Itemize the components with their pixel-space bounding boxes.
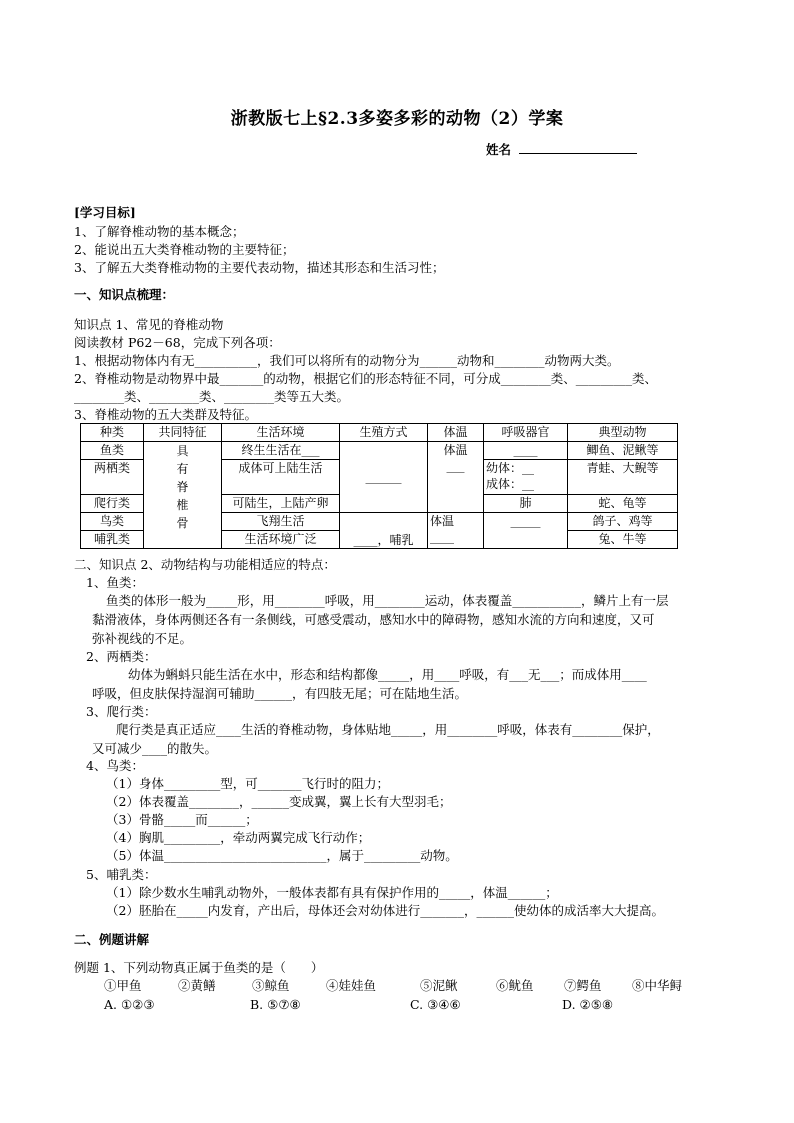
reptile-text-1: 爬行类是真正适应____生活的脊椎动物，身体贴地_____，用________呼吸，体表有________保护， [116, 722, 660, 737]
point1-title: 知识点 1、常见的脊椎动物 [74, 317, 224, 332]
bird-item: （4）胸肌_________，牵动两翼完成飞行动作； [106, 830, 371, 845]
table-cell-animals: 兔、牛等 [568, 531, 678, 549]
table-cell-repro-lower: ____，哺乳 [340, 513, 428, 549]
option-item: ⑤泥鳅 [420, 978, 458, 993]
fish-text-1: 鱼类的体形一般为_____形，用________呼吸，用________运动，体表覆盖___________，鳞片上有一层 [106, 593, 669, 608]
table-cell-common-trait [144, 442, 222, 549]
table-header: 生殖方式 [340, 424, 428, 442]
example1-question: 例题 1、下列动物真正属于鱼类的是（ ） [74, 960, 324, 975]
option-item: ⑦鳄鱼 [564, 978, 602, 993]
option-item: ③鲸鱼 [252, 978, 290, 993]
table-cell-breath: ____ [484, 442, 568, 460]
choice-a: A. ①②③ [104, 997, 155, 1012]
table-header: 典型动物 [568, 424, 678, 442]
bird-item: （1）身体_________型，可_______飞行时的阻力； [106, 776, 389, 791]
temp-label: 体温 [430, 514, 455, 528]
table-cell-animals: 青蛙、大鲵等 [568, 460, 678, 495]
table-cell-kind: 鸟类 [81, 513, 144, 531]
table-cell-env: 生活环境广泛 [222, 531, 340, 549]
bird-heading: 4、鸟类： [86, 758, 144, 773]
table-cell-kind: 爬行类 [81, 495, 144, 513]
option-item: ②黄鳝 [178, 978, 216, 993]
name-label: 姓名 [486, 142, 512, 157]
example1-options [104, 977, 682, 994]
common-trait-char: 椎 [176, 498, 189, 512]
objective-item: 1、了解脊椎动物的基本概念； [74, 224, 245, 239]
table-cell-animals: 鲫鱼、泥鳅等 [568, 442, 678, 460]
table-cell-temp-upper [428, 442, 484, 513]
table-cell-kind: 鱼类 [81, 442, 144, 460]
table-cell-kind: 两栖类 [81, 460, 144, 495]
option-item: ①甲鱼 [104, 978, 142, 993]
bird-item: （2）体表覆盖________，______变成翼，翼上长有大型羽毛； [106, 794, 452, 809]
table-cell-breath: _____ [484, 513, 568, 549]
table-cell-env: 终生生活在___ [222, 442, 340, 460]
choice-d: D. ②⑤⑧ [562, 997, 614, 1012]
table-cell-animals: 鸽子、鸡等 [568, 513, 678, 531]
common-trait-char: 有 [176, 462, 189, 476]
table-cell-env: 飞翔生活 [222, 513, 340, 531]
objective-item: 2、能说出五大类脊椎动物的主要特征； [74, 242, 295, 257]
common-trait-char: 骨 [176, 516, 189, 530]
choice-b: B. ⑤⑦⑧ [250, 997, 301, 1012]
bird-item: （5）体温__________________________，属于_________动物。 [106, 848, 458, 863]
page-title: 浙教版七上§2.3多姿多彩的动物（2）学案 [230, 109, 564, 129]
table-cell-kind: 哺乳类 [81, 531, 144, 549]
amphibian-text-1: 幼体为蝌蚪只能生活在水中，形态和结构都像_____，用____呼吸，有___无___；而成体用____ [128, 667, 647, 682]
example1-choices [104, 996, 613, 1013]
option-item: ⑧中华鲟 [632, 978, 683, 993]
table-header: 共同特征 [144, 424, 222, 442]
section1-heading: 一、知识点梳理： [74, 287, 175, 302]
choice-c: C. ③④⑥ [410, 997, 461, 1012]
table-cell-breath: 肺 [484, 495, 568, 513]
fish-heading: 1、鱼类： [86, 575, 144, 590]
table-cell-env: 成体可上陆生活 [222, 460, 340, 495]
table-header: 生活环境 [222, 424, 340, 442]
common-trait-char: 具 [176, 444, 189, 458]
point1-intro: 阅读教材 P62－68，完成下列各项： [74, 335, 281, 350]
reptile-text-2: 又可减少____的散失。 [92, 741, 218, 756]
table-header-row [81, 424, 678, 442]
table-cell-breath: 幼体：__ 成体：__ [484, 460, 568, 495]
amphibian-text-2: 呼吸，但皮肤保持湿润可辅助______，有四肢无尾；可在陆地生活。 [92, 686, 468, 701]
table-cell-temp-lower [428, 513, 484, 549]
temp-blank: ____ [430, 530, 454, 544]
objective-item: 3、了解五大类脊椎动物的主要代表动物，描述其形态和生活习性； [74, 260, 445, 275]
table-header: 呼吸器官 [484, 424, 568, 442]
point1-q1: 1、根据动物体内有无__________，我们可以将所有的动物分为______动物和________动物两大类。 [74, 353, 620, 368]
temp-blank: ___ [446, 459, 465, 473]
name-field [486, 140, 637, 158]
temp-label: 体温 [443, 443, 468, 457]
fish-text-3: 弥补视线的不足。 [92, 631, 193, 646]
table-cell-animals: 蛇、龟等 [568, 495, 678, 513]
point1-q2b: ________类、________类、________类等五大类。 [74, 389, 350, 404]
name-blank [519, 142, 637, 154]
section2-heading: 二、例题讲解 [74, 932, 150, 947]
option-item: ④娃娃鱼 [326, 978, 377, 993]
mammal-item: （2）胚胎在_____内发育，产出后，母体还会对幼体进行_______，______使幼体的成活率大大提高。 [106, 903, 664, 918]
mammal-heading: 5、哺乳类： [86, 867, 157, 882]
common-trait-char: 脊 [176, 480, 189, 494]
table-header: 种类 [81, 424, 144, 442]
table-cell-env: 可陆生，上陆产卵 [222, 495, 340, 513]
point2-title: 二、知识点 2、动物结构与功能相适应的特点： [74, 557, 336, 572]
table-header: 体温 [428, 424, 484, 442]
objectives-heading: [学习目标] [74, 205, 136, 220]
vertebrate-table [80, 423, 678, 549]
table-row [81, 442, 678, 460]
mammal-item: （1）除少数水生哺乳动物外，一般体表都有具有保护作用的_____，体温______； [106, 885, 558, 900]
bird-item: （3）骨骼_____而______； [106, 812, 258, 827]
point1-q2a: 2、脊椎动物是动物界中最_______的动物，根据它们的形态特征不同，可分成________类、_________类、 [74, 371, 657, 386]
fish-text-2: 黏滑液体，身体两侧还各有一条侧线，可感受震动，感知水中的障碍物，感知水流的方向和速度，又可 [92, 612, 655, 627]
reptile-heading: 3、爬行类： [86, 704, 157, 719]
amphibian-heading: 2、两栖类： [86, 649, 157, 664]
point1-q3: 3、脊椎动物的五大类群及特征。 [74, 407, 257, 422]
option-item: ⑥鱿鱼 [496, 978, 534, 993]
table-cell-repro-upper: ______ [340, 442, 428, 513]
